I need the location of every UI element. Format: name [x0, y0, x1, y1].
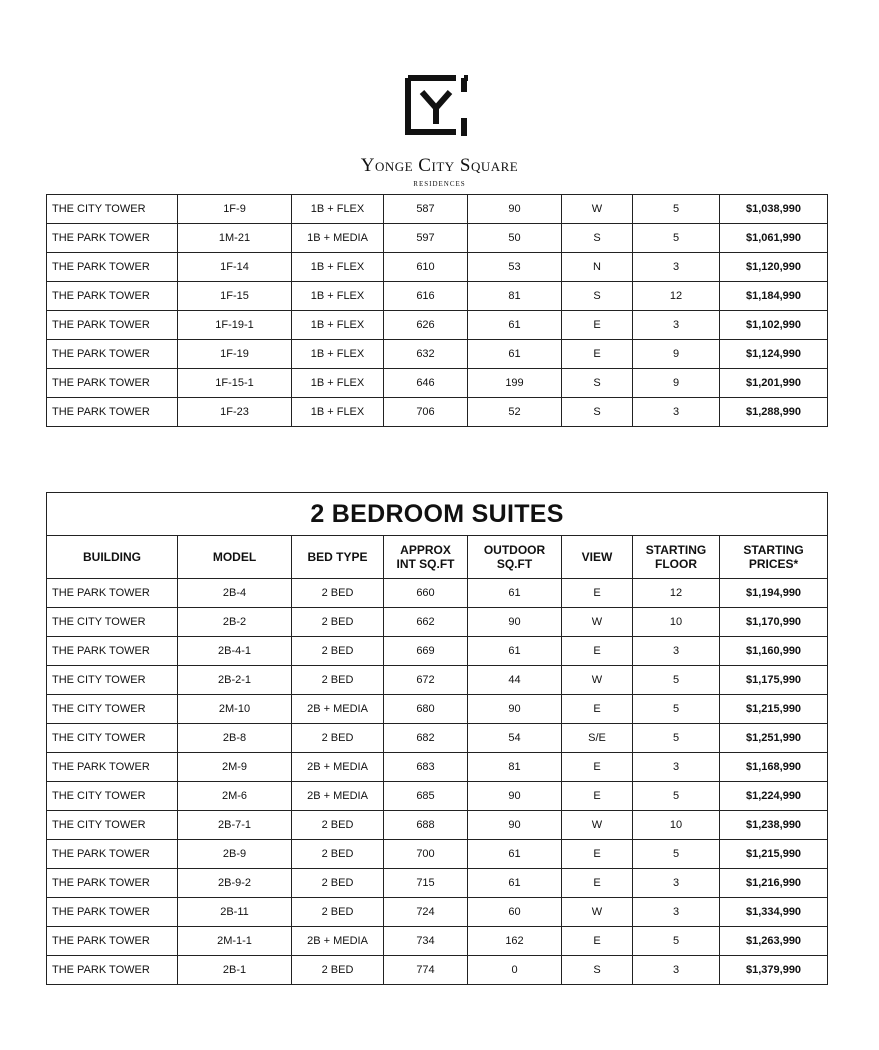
- outdoor-sqft-cell: 199: [468, 369, 562, 398]
- view-cell: S: [562, 282, 633, 311]
- building-cell: THE CITY TOWER: [47, 724, 178, 753]
- view-cell: E: [562, 695, 633, 724]
- price-cell: $1,238,990: [720, 811, 828, 840]
- table-row: [47, 398, 828, 427]
- two-bedroom-table-body: [47, 579, 828, 985]
- table-row: [47, 224, 828, 253]
- yc-monogram-logo-icon: [404, 74, 468, 136]
- bed-type-cell: 1B + FLEX: [292, 253, 384, 282]
- model-cell: 2M-1-1: [178, 927, 292, 956]
- outdoor-sqft-cell: 61: [468, 840, 562, 869]
- table-row: [47, 282, 828, 311]
- floor-cell: 12: [633, 282, 720, 311]
- outdoor-sqft-cell: 90: [468, 782, 562, 811]
- header-model: [178, 536, 292, 579]
- building-cell: THE PARK TOWER: [47, 869, 178, 898]
- view-cell: W: [562, 608, 633, 637]
- view-cell: E: [562, 927, 633, 956]
- bed-type-cell: 2B + MEDIA: [292, 753, 384, 782]
- building-cell: THE CITY TOWER: [47, 782, 178, 811]
- model-cell: 2B-1: [178, 956, 292, 985]
- floor-cell: 5: [633, 782, 720, 811]
- floor-cell: 10: [633, 608, 720, 637]
- outdoor-sqft-cell: 61: [468, 869, 562, 898]
- header-line: MODEL: [212, 550, 257, 564]
- building-cell: THE PARK TOWER: [47, 311, 178, 340]
- view-cell: S: [562, 369, 633, 398]
- table-row: [47, 195, 828, 224]
- building-cell: THE PARK TOWER: [47, 637, 178, 666]
- model-cell: 2B-11: [178, 898, 292, 927]
- outdoor-sqft-cell: 61: [468, 311, 562, 340]
- outdoor-sqft-cell: 50: [468, 224, 562, 253]
- outdoor-sqft-cell: 162: [468, 927, 562, 956]
- bed-type-cell: 1B + FLEX: [292, 340, 384, 369]
- header-outdoor-sqft: [468, 536, 562, 579]
- bed-type-cell: 1B + FLEX: [292, 311, 384, 340]
- view-cell: W: [562, 195, 633, 224]
- bed-type-cell: 2 BED: [292, 956, 384, 985]
- int-sqft-cell: 680: [384, 695, 468, 724]
- bed-type-cell: 2B + MEDIA: [292, 782, 384, 811]
- building-cell: THE PARK TOWER: [47, 282, 178, 311]
- int-sqft-cell: 632: [384, 340, 468, 369]
- price-cell: $1,201,990: [720, 369, 828, 398]
- model-cell: 2B-4: [178, 579, 292, 608]
- price-cell: $1,379,990: [720, 956, 828, 985]
- int-sqft-cell: 685: [384, 782, 468, 811]
- price-cell: $1,334,990: [720, 898, 828, 927]
- header-line: STARTING: [645, 543, 707, 557]
- price-cell: $1,216,990: [720, 869, 828, 898]
- header-line: STARTING: [743, 543, 804, 557]
- table-row: [47, 811, 828, 840]
- building-cell: THE PARK TOWER: [47, 840, 178, 869]
- bed-type-cell: 1B + MEDIA: [292, 224, 384, 253]
- int-sqft-cell: 715: [384, 869, 468, 898]
- outdoor-sqft-cell: 61: [468, 579, 562, 608]
- model-cell: 2M-10: [178, 695, 292, 724]
- table-row: [47, 753, 828, 782]
- building-cell: THE PARK TOWER: [47, 369, 178, 398]
- int-sqft-cell: 662: [384, 608, 468, 637]
- header-line: VIEW: [581, 550, 613, 564]
- table-row: [47, 695, 828, 724]
- floor-cell: 3: [633, 398, 720, 427]
- header-starting-prices: [720, 536, 828, 579]
- int-sqft-cell: 660: [384, 579, 468, 608]
- price-cell: $1,263,990: [720, 927, 828, 956]
- view-cell: S/E: [562, 724, 633, 753]
- bed-type-cell: 2 BED: [292, 579, 384, 608]
- model-cell: 1F-9: [178, 195, 292, 224]
- floor-cell: 3: [633, 637, 720, 666]
- bed-type-cell: 2B + MEDIA: [292, 927, 384, 956]
- price-cell: $1,160,990: [720, 637, 828, 666]
- table-row: [47, 782, 828, 811]
- outdoor-sqft-cell: 90: [468, 695, 562, 724]
- view-cell: W: [562, 811, 633, 840]
- bed-type-cell: 2 BED: [292, 666, 384, 695]
- view-cell: E: [562, 782, 633, 811]
- building-cell: THE CITY TOWER: [47, 666, 178, 695]
- view-cell: N: [562, 253, 633, 282]
- outdoor-sqft-cell: 61: [468, 340, 562, 369]
- int-sqft-cell: 669: [384, 637, 468, 666]
- floor-cell: 3: [633, 956, 720, 985]
- model-cell: 1F-14: [178, 253, 292, 282]
- building-cell: THE PARK TOWER: [47, 753, 178, 782]
- floor-cell: 3: [633, 253, 720, 282]
- floor-cell: 5: [633, 724, 720, 753]
- price-cell: $1,251,990: [720, 724, 828, 753]
- header-line: BUILDING: [83, 550, 141, 564]
- outdoor-sqft-cell: 60: [468, 898, 562, 927]
- model-cell: 1F-19: [178, 340, 292, 369]
- view-cell: E: [562, 340, 633, 369]
- floor-cell: 3: [633, 311, 720, 340]
- outdoor-sqft-cell: 0: [468, 956, 562, 985]
- int-sqft-cell: 688: [384, 811, 468, 840]
- floor-cell: 10: [633, 811, 720, 840]
- view-cell: E: [562, 869, 633, 898]
- price-cell: $1,194,990: [720, 579, 828, 608]
- int-sqft-cell: 597: [384, 224, 468, 253]
- building-cell: THE CITY TOWER: [47, 195, 178, 224]
- view-cell: E: [562, 753, 633, 782]
- two-bedroom-table: [46, 492, 828, 985]
- bed-type-cell: 1B + FLEX: [292, 369, 384, 398]
- view-cell: E: [562, 840, 633, 869]
- int-sqft-cell: 734: [384, 927, 468, 956]
- header-starting-floor: [633, 536, 720, 579]
- outdoor-sqft-cell: 54: [468, 724, 562, 753]
- table-row: [47, 666, 828, 695]
- one-bedroom-table: [46, 194, 828, 427]
- table-row: [47, 840, 828, 869]
- view-cell: E: [562, 579, 633, 608]
- outdoor-sqft-cell: 90: [468, 195, 562, 224]
- floor-cell: 3: [633, 753, 720, 782]
- brand-subtitle: RESIDENCES: [413, 180, 466, 188]
- building-cell: THE PARK TOWER: [47, 956, 178, 985]
- price-cell: $1,061,990: [720, 224, 828, 253]
- bed-type-cell: 2 BED: [292, 724, 384, 753]
- outdoor-sqft-cell: 81: [468, 282, 562, 311]
- floor-cell: 9: [633, 369, 720, 398]
- price-cell: $1,120,990: [720, 253, 828, 282]
- floor-cell: 5: [633, 695, 720, 724]
- floor-cell: 3: [633, 898, 720, 927]
- int-sqft-cell: 672: [384, 666, 468, 695]
- int-sqft-cell: 724: [384, 898, 468, 927]
- floor-cell: 5: [633, 666, 720, 695]
- floor-cell: 9: [633, 340, 720, 369]
- model-cell: 2B-9-2: [178, 869, 292, 898]
- outdoor-sqft-cell: 52: [468, 398, 562, 427]
- model-cell: 2B-9: [178, 840, 292, 869]
- table-title: 2 BEDROOM SUITES: [47, 493, 828, 536]
- model-cell: 2M-6: [178, 782, 292, 811]
- table-row: [47, 724, 828, 753]
- table-row: [47, 340, 828, 369]
- price-cell: $1,038,990: [720, 195, 828, 224]
- model-cell: 2B-2: [178, 608, 292, 637]
- view-cell: E: [562, 311, 633, 340]
- view-cell: S: [562, 398, 633, 427]
- int-sqft-cell: 646: [384, 369, 468, 398]
- price-cell: $1,215,990: [720, 840, 828, 869]
- floor-cell: 5: [633, 840, 720, 869]
- model-cell: 2M-9: [178, 753, 292, 782]
- bed-type-cell: 2 BED: [292, 811, 384, 840]
- table-row: [47, 311, 828, 340]
- int-sqft-cell: 700: [384, 840, 468, 869]
- outdoor-sqft-cell: 44: [468, 666, 562, 695]
- floor-cell: 12: [633, 579, 720, 608]
- model-cell: 2B-7-1: [178, 811, 292, 840]
- table-row: [47, 637, 828, 666]
- price-cell: $1,102,990: [720, 311, 828, 340]
- header-line: APPROX: [400, 543, 451, 557]
- header-view: [562, 536, 633, 579]
- model-cell: 2B-8: [178, 724, 292, 753]
- header-line: OUTDOOR: [483, 543, 546, 557]
- model-cell: 1M-21: [178, 224, 292, 253]
- table-row: [47, 579, 828, 608]
- price-cell: $1,124,990: [720, 340, 828, 369]
- header-bed-type: [292, 536, 384, 579]
- bed-type-cell: 2 BED: [292, 840, 384, 869]
- table-header-row: [47, 536, 828, 579]
- floor-cell: 3: [633, 869, 720, 898]
- model-cell: 2B-2-1: [178, 666, 292, 695]
- building-cell: THE PARK TOWER: [47, 340, 178, 369]
- table-row: [47, 956, 828, 985]
- building-cell: THE PARK TOWER: [47, 224, 178, 253]
- table-row: [47, 869, 828, 898]
- view-cell: W: [562, 898, 633, 927]
- building-cell: THE CITY TOWER: [47, 811, 178, 840]
- table-row: [47, 898, 828, 927]
- building-cell: THE PARK TOWER: [47, 253, 178, 282]
- floor-cell: 5: [633, 195, 720, 224]
- building-cell: THE CITY TOWER: [47, 608, 178, 637]
- outdoor-sqft-cell: 53: [468, 253, 562, 282]
- price-cell: $1,224,990: [720, 782, 828, 811]
- int-sqft-cell: 774: [384, 956, 468, 985]
- price-cell: $1,175,990: [720, 666, 828, 695]
- model-cell: 1F-23: [178, 398, 292, 427]
- outdoor-sqft-cell: 90: [468, 608, 562, 637]
- header-line: INT SQ.FT: [396, 557, 455, 571]
- header-line: FLOOR: [655, 557, 697, 571]
- bed-type-cell: 1B + FLEX: [292, 398, 384, 427]
- view-cell: S: [562, 956, 633, 985]
- int-sqft-cell: 610: [384, 253, 468, 282]
- outdoor-sqft-cell: 90: [468, 811, 562, 840]
- bed-type-cell: 2 BED: [292, 898, 384, 927]
- bed-type-cell: 2 BED: [292, 869, 384, 898]
- view-cell: E: [562, 637, 633, 666]
- header-line: BED TYPE: [307, 550, 368, 564]
- outdoor-sqft-cell: 61: [468, 637, 562, 666]
- header-line: SQ.FT: [496, 557, 533, 571]
- bed-type-cell: 2B + MEDIA: [292, 695, 384, 724]
- view-cell: S: [562, 224, 633, 253]
- price-cell: $1,215,990: [720, 695, 828, 724]
- table-row: [47, 253, 828, 282]
- int-sqft-cell: 706: [384, 398, 468, 427]
- outdoor-sqft-cell: 81: [468, 753, 562, 782]
- header-int-sqft: [384, 536, 468, 579]
- model-cell: 1F-19-1: [178, 311, 292, 340]
- building-cell: THE PARK TOWER: [47, 898, 178, 927]
- building-cell: THE CITY TOWER: [47, 695, 178, 724]
- price-cell: $1,288,990: [720, 398, 828, 427]
- bed-type-cell: 1B + FLEX: [292, 282, 384, 311]
- int-sqft-cell: 683: [384, 753, 468, 782]
- floor-cell: 5: [633, 927, 720, 956]
- model-cell: 2B-4-1: [178, 637, 292, 666]
- int-sqft-cell: 626: [384, 311, 468, 340]
- table-row: [47, 608, 828, 637]
- floor-cell: 5: [633, 224, 720, 253]
- building-cell: THE PARK TOWER: [47, 398, 178, 427]
- bed-type-cell: 2 BED: [292, 608, 384, 637]
- one-bedroom-table-body: [47, 195, 828, 427]
- building-cell: THE PARK TOWER: [47, 927, 178, 956]
- model-cell: 1F-15-1: [178, 369, 292, 398]
- header-building: [47, 536, 178, 579]
- int-sqft-cell: 682: [384, 724, 468, 753]
- model-cell: 1F-15: [178, 282, 292, 311]
- int-sqft-cell: 587: [384, 195, 468, 224]
- price-cell: $1,184,990: [720, 282, 828, 311]
- header-line: PRICES*: [748, 557, 799, 571]
- brand-name: Yonge City Square: [360, 155, 519, 176]
- price-cell: $1,168,990: [720, 753, 828, 782]
- price-cell: $1,170,990: [720, 608, 828, 637]
- table-row: [47, 927, 828, 956]
- table-row: [47, 369, 828, 398]
- bed-type-cell: 1B + FLEX: [292, 195, 384, 224]
- view-cell: W: [562, 666, 633, 695]
- bed-type-cell: 2 BED: [292, 637, 384, 666]
- building-cell: THE PARK TOWER: [47, 579, 178, 608]
- int-sqft-cell: 616: [384, 282, 468, 311]
